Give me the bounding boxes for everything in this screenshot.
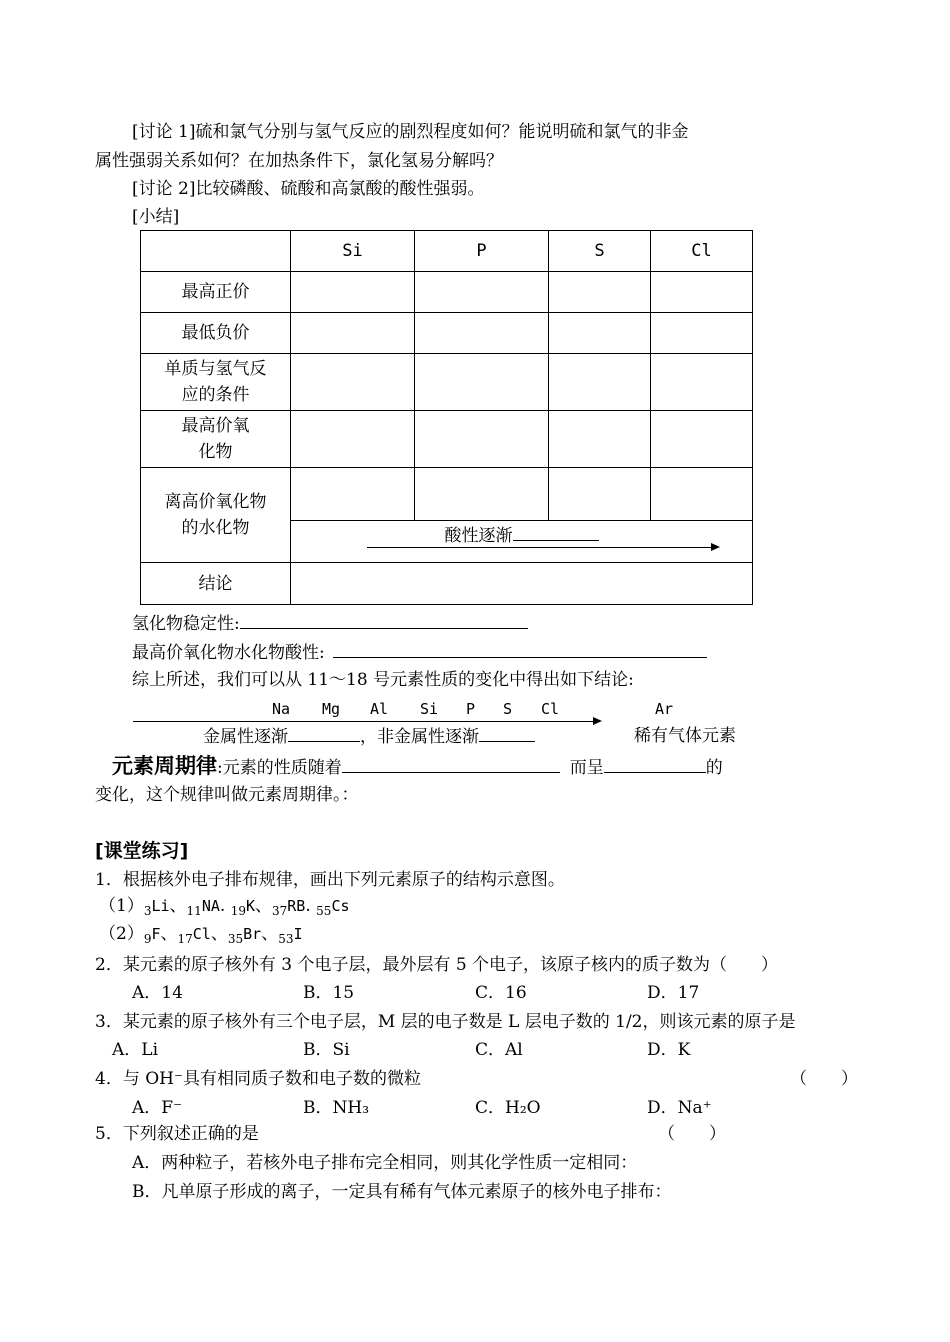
metallic-blank (288, 725, 360, 742)
q4-answer-paren: （ ） (790, 1069, 858, 1089)
table-row (141, 313, 753, 354)
hydride-stability-line: 氢化物稳定性: (132, 612, 528, 635)
row-label-hydrate: 离高价氧化物 的水化物 (141, 468, 291, 563)
atomic-number: 17 (177, 932, 193, 946)
acidity-arrow-line (367, 547, 713, 548)
noble-gas-label: 稀有气体元素 (634, 726, 736, 746)
question-1: 1．根据核外电子排布规律，画出下列元素原子的结构示意图。 (95, 870, 565, 890)
q1-2-element-2 (228, 924, 278, 944)
element-na: Na (272, 700, 291, 718)
table-header-row (141, 231, 753, 272)
law-blank-2 (604, 756, 706, 773)
header-si: Si (291, 231, 415, 272)
row-label-lowest-negative: 最低负价 (141, 313, 291, 354)
element-mg: Mg (322, 700, 341, 718)
question-2: 2．某元素的原子核外有 3 个电子层，最外层有 5 个电子，该原子核内的质子数为（ ） (95, 955, 779, 975)
acidity-trend-text: 酸性逐渐 (445, 526, 599, 546)
q1-2-element-0 (144, 924, 178, 944)
question-1-part2: $(2)_9F$、$_{17}$Cl、$_{35}$Br、$_{53}$I (99, 924, 303, 946)
element-symbol: Li (151, 897, 170, 915)
element-al: Al (370, 700, 389, 718)
table-row (141, 272, 753, 313)
question-3: 3．某元素的原子核外有三个电子层，M 层的电子数是 L 层电子数的 1/2，则该元素的原子是 (95, 1012, 796, 1032)
element-symbol: Cs (331, 897, 350, 915)
element-symbol: Br (243, 925, 262, 943)
atomic-number: 19 (230, 904, 246, 918)
separator: 、 (255, 896, 272, 916)
table-row (141, 468, 753, 521)
q5-option-a[interactable]: A．两种粒子，若核外电子排布完全相同，则其化学性质一定相同： (132, 1153, 638, 1173)
element-symbol: K (245, 897, 255, 915)
question-1-part1: $(1)_3Li$、$_{11}$NA. $_{19}$K、$_{37}$RB. $_{55}$Cs (99, 896, 350, 918)
table-row (141, 354, 753, 411)
separator: 、 (160, 924, 178, 944)
q2-option-a[interactable]: A．14 (132, 983, 183, 1003)
element-cl: Cl (541, 700, 560, 718)
periodic-law-title: 元素周期律 (112, 754, 217, 778)
table-row (141, 563, 753, 605)
q1-2-element-1 (178, 924, 228, 944)
discussion-2: [讨论 2]比较磷酸、硫酸和高氯酸的酸性强弱。 (132, 179, 485, 199)
practice-heading: [课堂练习] (95, 840, 189, 862)
table-row (141, 411, 753, 468)
element-s: S (503, 700, 513, 718)
q4-option-d[interactable]: D．Na⁺ (647, 1098, 712, 1118)
question-5: 5．下列叙述正确的是 (95, 1124, 259, 1144)
separator: 、 (261, 924, 279, 944)
separator: 、 (169, 896, 187, 916)
q1-1-element-1 (187, 896, 231, 916)
separator: . (219, 896, 231, 916)
q2-option-c[interactable]: C．16 (475, 983, 527, 1003)
q2-option-d[interactable]: D．17 (647, 983, 700, 1003)
nonmetallic-blank (479, 725, 535, 742)
q1-1-element-4 (316, 896, 349, 916)
q3-option-b[interactable]: B．Si (303, 1040, 350, 1060)
acidity-trend-blank (513, 524, 599, 541)
row-label-oxide: 最高价氧 化物 (141, 411, 291, 468)
atomic-number: 3 (143, 904, 152, 918)
q1-1-element-3 (272, 896, 316, 916)
row-label-conclusion: 结论 (141, 563, 291, 605)
q5-option-b[interactable]: B．凡单原子形成的离子，一定具有稀有气体元素原子的核外电子排布： (132, 1182, 672, 1202)
law-blank-1 (342, 756, 560, 773)
oxide-acidity-blank (333, 641, 707, 658)
hydride-stability-blank (240, 612, 528, 629)
q3-option-d[interactable]: D．K (647, 1040, 691, 1060)
header-p: P (415, 231, 549, 272)
q4-option-c[interactable]: C．H₂O (475, 1098, 541, 1118)
metallic-trend-line: 金属性逐渐 ，非金属性逐渐 (203, 725, 535, 748)
atomic-number: 11 (186, 904, 202, 918)
oxide-acidity-line: 最高价氧化物水化物酸性: (132, 641, 707, 664)
discussion-1-line1: [讨论 1]硫和氯气分别与氢气反应的剧烈程度如何？能说明硫和氯气的非金 (132, 122, 689, 142)
atomic-number: 53 (278, 932, 294, 946)
table-corner-cell (141, 231, 291, 272)
q5-answer-paren: （ ） (658, 1124, 726, 1144)
summary-label: [小结] (132, 207, 180, 227)
element-symbol: Cl (192, 925, 211, 943)
q1-2-element-3 (278, 924, 302, 944)
summary-sentence: 综上所述，我们可以从 11～18 号元素性质的变化中得出如下结论: (132, 670, 634, 690)
period-arrow-head (593, 717, 602, 725)
question-4: 4．与 OH⁻具有相同质子数和电子数的微粒 (95, 1069, 421, 1089)
q1-1-element-0 (144, 896, 187, 916)
separator: . (305, 896, 317, 916)
periodic-law-line: 元素周期律:元素的性质随着 而呈 的 (112, 754, 723, 778)
periodic-law-line2: 变化，这个规律叫做元素周期律。： (95, 785, 359, 805)
element-p: P (466, 700, 476, 718)
separator: 、 (210, 924, 228, 944)
discussion-1-line2: 属性强弱关系如何？在加热条件下，氯化氢易分解吗？ (95, 151, 503, 171)
q3-option-c[interactable]: C．Al (475, 1040, 523, 1060)
acidity-trend-cell (291, 521, 753, 563)
element-symbol: NA (201, 897, 220, 915)
element-symbol: F (151, 925, 161, 943)
element-ar: Ar (655, 700, 674, 718)
element-si: Si (420, 700, 439, 718)
conclusion-cell (291, 563, 753, 605)
q1-1-element-2 (231, 896, 272, 916)
atomic-number: 37 (272, 904, 288, 918)
q4-option-a[interactable]: A．F⁻ (132, 1098, 183, 1118)
period-arrow-line (133, 721, 595, 722)
row-label-highest-positive: 最高正价 (141, 272, 291, 313)
row-label-reaction: 单质与氢气反 应的条件 (141, 354, 291, 411)
element-symbol: I (293, 925, 303, 943)
summary-table (140, 230, 753, 605)
element-symbol: RB (287, 897, 306, 915)
atomic-number: 9 (143, 932, 152, 946)
q3-option-a[interactable]: A．Li (112, 1040, 159, 1060)
atomic-number: 35 (227, 932, 244, 946)
q4-option-b[interactable]: B．NH₃ (303, 1098, 370, 1118)
atomic-number: 55 (316, 904, 332, 918)
header-cl: Cl (651, 231, 753, 272)
acidity-arrow-head (711, 543, 720, 551)
header-s: S (549, 231, 651, 272)
q2-option-b[interactable]: B．15 (303, 983, 355, 1003)
